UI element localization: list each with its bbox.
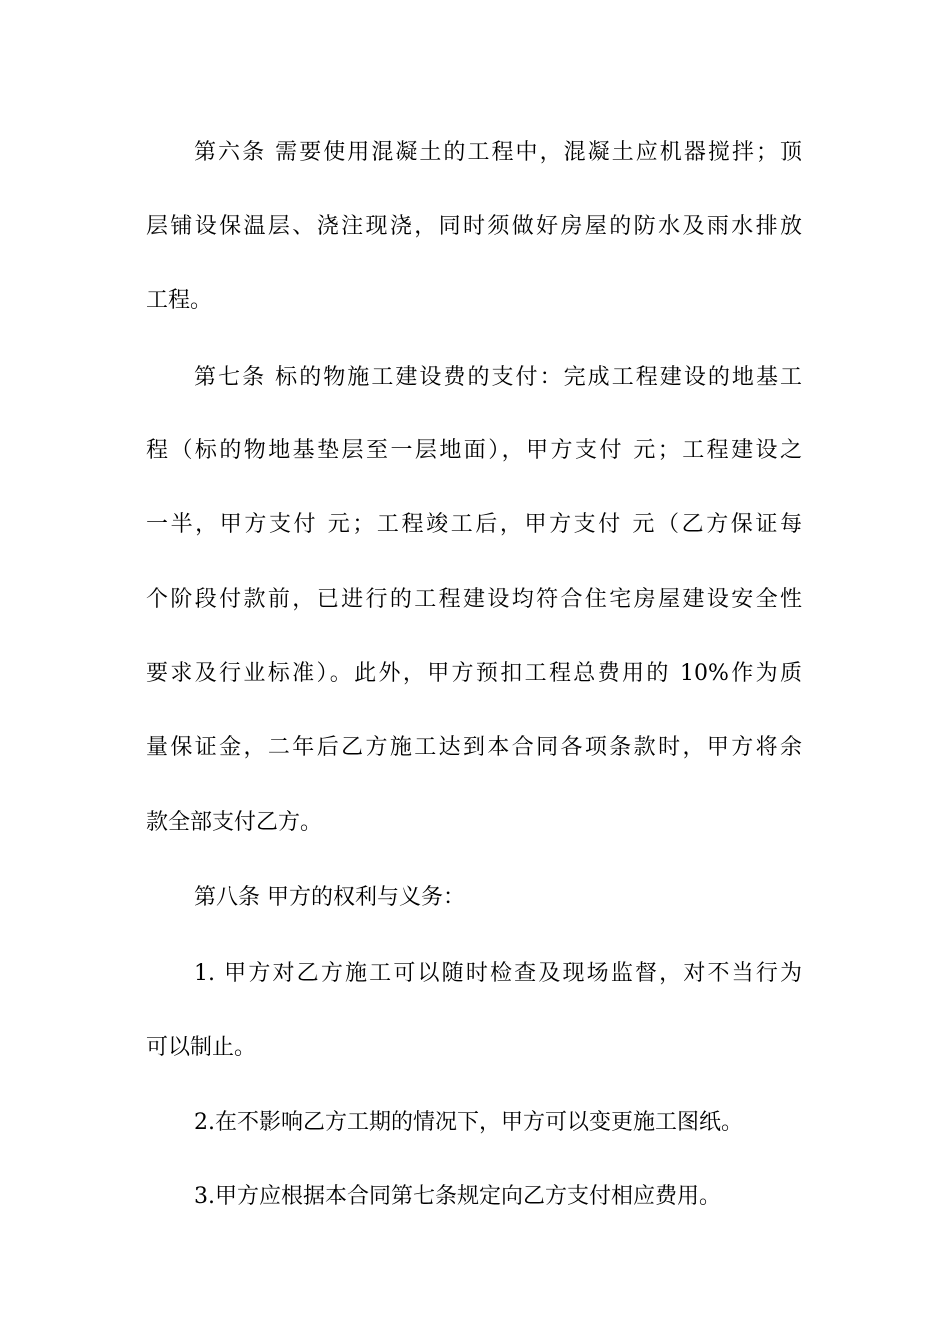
article-8-heading: 第八条 甲方的权利与义务： <box>194 885 465 910</box>
item-1-line-2: 可以制止。 <box>146 1035 257 1060</box>
article-7-line-2: 程（标的物地基垫层至一层地面），甲方支付 元；工程建设之 <box>146 438 802 463</box>
item-1-line-1: 1. 甲方对乙方施工可以随时检查及现场监督，对不当行为 <box>194 961 802 986</box>
article-7-line-7: 款全部支付乙方。 <box>146 810 323 835</box>
article-7-line-4: 个阶段付款前，已进行的工程建设均符合住宅房屋建设安全性 <box>146 587 802 612</box>
article-6-line-2: 层铺设保温层、浇注现浇，同时须做好房屋的防水及雨水排放 <box>146 214 802 239</box>
article-7-line-6: 量保证金，二年后乙方施工达到本合同各项条款时，甲方将余 <box>146 735 802 760</box>
article-7-line-5: 要求及行业标准）。此外，甲方预扣工程总费用的 10%作为质 <box>146 661 802 686</box>
item-2-line-1: 2.在不影响乙方工期的情况下，甲方可以变更施工图纸。 <box>194 1110 743 1135</box>
article-7-line-1: 第七条 标的物施工建设费的支付：完成工程建设的地基工 <box>194 365 802 390</box>
article-6-line-1: 第六条 需要使用混凝土的工程中，混凝土应机器搅拌；顶 <box>194 140 802 165</box>
item-3-line-1: 3.甲方应根据本合同第七条规定向乙方支付相应费用。 <box>194 1184 721 1209</box>
article-7-line-3: 一半，甲方支付 元；工程竣工后，甲方支付 元（乙方保证每 <box>146 512 802 537</box>
article-6-line-3: 工程。 <box>146 288 213 313</box>
